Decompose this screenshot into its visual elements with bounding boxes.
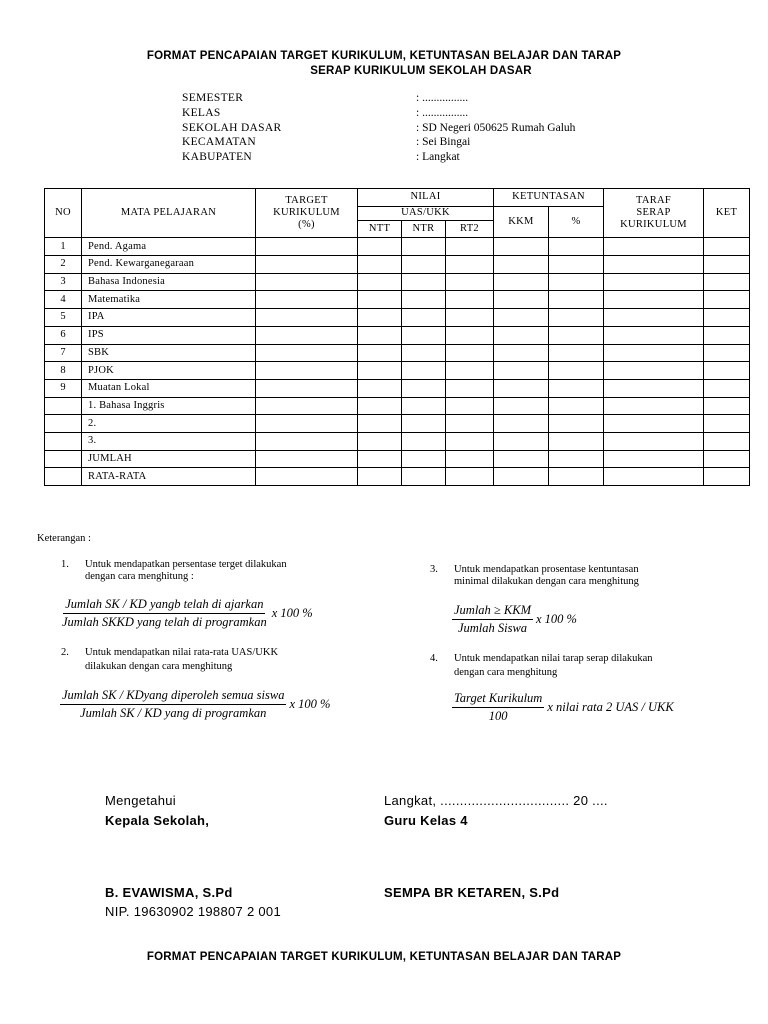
- empty-cell: [358, 291, 402, 309]
- empty-cell: [358, 450, 402, 468]
- empty-cell: [446, 397, 494, 415]
- empty-cell: [256, 450, 358, 468]
- fraction: [60, 688, 286, 721]
- header-text: KURIKULUM: [620, 219, 687, 231]
- header-rt2: RT2: [446, 220, 494, 238]
- formula-multiplier: x 100 %: [289, 697, 331, 711]
- empty-cell: [256, 344, 358, 362]
- empty-cell: [256, 468, 358, 486]
- empty-cell: [604, 432, 704, 450]
- formula-3: [452, 603, 577, 636]
- empty-cell: [549, 344, 604, 362]
- header-persen: %: [549, 206, 604, 238]
- empty-cell: [704, 309, 750, 327]
- footer-title: FORMAT PENCAPAIAN TARGET KURIKULUM, KETUNTASAN BELAJAR DAN TARAP: [146, 951, 622, 963]
- formula-multiplier: x nilai rata 2 UAS / UKK: [547, 700, 674, 714]
- empty-cell: [494, 468, 549, 486]
- formula-multiplier: x 100 %: [271, 606, 313, 620]
- empty-cell: [402, 450, 446, 468]
- table-row: [45, 397, 750, 415]
- row-number: [45, 468, 82, 486]
- info-row-semester: [182, 92, 616, 107]
- subject-cell: 3.: [82, 432, 256, 450]
- row-number: [45, 415, 82, 433]
- info-row-kelas: [182, 107, 616, 122]
- row-number: 6: [45, 326, 82, 344]
- empty-cell: [604, 309, 704, 327]
- empty-cell: [549, 326, 604, 344]
- info-value: : Langkat: [416, 151, 460, 164]
- empty-cell: [358, 415, 402, 433]
- empty-cell: [704, 344, 750, 362]
- empty-cell: [494, 397, 549, 415]
- empty-cell: [604, 256, 704, 274]
- subject-cell: Pend. Kewarganegaraan: [82, 256, 256, 274]
- empty-cell: [704, 326, 750, 344]
- empty-cell: [704, 415, 750, 433]
- note-number: 1.: [61, 559, 69, 570]
- empty-cell: [402, 379, 446, 397]
- empty-cell: [402, 468, 446, 486]
- empty-cell: [604, 326, 704, 344]
- info-label: KELAS: [182, 106, 221, 119]
- info-label: SEKOLAH DASAR: [182, 121, 282, 134]
- table-row: [45, 273, 750, 291]
- info-row-kabupaten: [182, 151, 616, 166]
- empty-cell: [256, 432, 358, 450]
- fraction: [452, 603, 533, 636]
- note-text: Untuk mendapatkan nilai tarap serap dilakukan: [454, 653, 653, 664]
- empty-cell: [446, 362, 494, 380]
- fraction: [60, 597, 269, 630]
- empty-cell: [402, 362, 446, 380]
- empty-cell: [402, 273, 446, 291]
- empty-cell: [494, 291, 549, 309]
- formula-numerator: Jumlah SK / KDyang diperoleh semua siswa: [60, 688, 286, 705]
- info-label: KABUPATEN: [182, 151, 253, 164]
- empty-cell: [604, 362, 704, 380]
- formula-denominator: Jumlah SKKD yang telah di programkan: [62, 615, 267, 629]
- header-text: TARAF: [635, 195, 672, 207]
- header-taraf-serap: [604, 189, 704, 238]
- info-value: : ................: [416, 92, 469, 104]
- empty-cell: [704, 273, 750, 291]
- empty-cell: [256, 415, 358, 433]
- header-text: SERAP: [636, 207, 671, 219]
- empty-cell: [256, 362, 358, 380]
- row-number: 1: [45, 238, 82, 256]
- empty-cell: [256, 273, 358, 291]
- header-kkm: KKM: [494, 206, 549, 238]
- formula-multiplier: x 100 %: [536, 612, 577, 626]
- info-label: SEMESTER: [182, 92, 244, 104]
- empty-cell: [704, 468, 750, 486]
- empty-cell: [402, 344, 446, 362]
- formula-numerator: Jumlah SK / KD yangb telah di ajarkan: [63, 597, 265, 614]
- header-target-kurikulum: [256, 189, 358, 238]
- empty-cell: [704, 450, 750, 468]
- header-ketuntasan: KETUNTASAN: [494, 189, 604, 207]
- table-row: [45, 291, 750, 309]
- empty-cell: [604, 273, 704, 291]
- empty-cell: [402, 309, 446, 327]
- empty-cell: [446, 432, 494, 450]
- empty-cell: [402, 291, 446, 309]
- empty-cell: [358, 468, 402, 486]
- row-number: 7: [45, 344, 82, 362]
- header-ntt: NTT: [358, 220, 402, 238]
- note-text: dilakukan dengan cara menghitung: [85, 661, 233, 672]
- note-text: dengan cara menghitung :: [85, 571, 194, 582]
- table-row: [45, 326, 750, 344]
- empty-cell: [358, 362, 402, 380]
- info-value: : ................: [416, 106, 469, 119]
- empty-cell: [256, 256, 358, 274]
- note-text: Untuk mendapatkan prosentase kentuntasan: [454, 564, 639, 575]
- empty-cell: [256, 309, 358, 327]
- empty-cell: [358, 273, 402, 291]
- page-title-line-1: FORMAT PENCAPAIAN TARGET KURIKULUM, KETUNTASAN BELAJAR DAN TARAP: [146, 50, 622, 62]
- empty-cell: [549, 309, 604, 327]
- empty-cell: [494, 273, 549, 291]
- formula-denominator: Jumlah Siswa: [457, 621, 528, 635]
- sig-right-role: Guru Kelas 4: [384, 813, 468, 828]
- subject-cell: 2.: [82, 415, 256, 433]
- empty-cell: [549, 273, 604, 291]
- subject-cell: IPS: [82, 326, 256, 344]
- info-value: : SD Negeri 050625 Rumah Galuh: [416, 121, 576, 134]
- empty-cell: [494, 415, 549, 433]
- info-row-sekolah: [182, 122, 616, 137]
- empty-cell: [446, 309, 494, 327]
- empty-cell: [604, 397, 704, 415]
- empty-cell: [446, 256, 494, 274]
- empty-cell: [494, 256, 549, 274]
- empty-cell: [358, 309, 402, 327]
- sig-left-role: Kepala Sekolah,: [105, 813, 210, 828]
- sig-left-line-1: Mengetahui: [105, 793, 176, 808]
- note-text: Untuk mendapatkan persentase terget dilakukan: [85, 559, 287, 570]
- empty-cell: [256, 397, 358, 415]
- empty-cell: [402, 432, 446, 450]
- subject-cell: Bahasa Indonesia: [82, 273, 256, 291]
- row-number: 4: [45, 291, 82, 309]
- table-row: [45, 415, 750, 433]
- empty-cell: [549, 397, 604, 415]
- empty-cell: [446, 415, 494, 433]
- empty-cell: [446, 273, 494, 291]
- page-title-line-2: SERAP KURIKULUM SEKOLAH DASAR: [310, 65, 532, 77]
- empty-cell: [604, 379, 704, 397]
- empty-cell: [549, 468, 604, 486]
- empty-cell: [358, 326, 402, 344]
- empty-cell: [446, 326, 494, 344]
- note-text: dengan cara menghitung: [454, 667, 558, 678]
- row-number: [45, 450, 82, 468]
- subject-cell: Muatan Lokal: [82, 379, 256, 397]
- empty-cell: [494, 362, 549, 380]
- formula-denominator: Jumlah SK / KD yang di programkan: [80, 706, 267, 720]
- subject-cell: 1. Bahasa Inggris: [82, 397, 256, 415]
- sig-left-nip: NIP. 19630902 198807 2 001: [105, 904, 281, 919]
- header-mata-pelajaran: MATA PELAJARAN: [82, 189, 256, 238]
- empty-cell: [446, 450, 494, 468]
- empty-cell: [604, 291, 704, 309]
- table-row: [45, 344, 750, 362]
- empty-cell: [604, 238, 704, 256]
- empty-cell: [358, 432, 402, 450]
- table-row: [45, 379, 750, 397]
- row-number: 2: [45, 256, 82, 274]
- sig-left-name: B. EVAWISMA, S.Pd: [105, 885, 233, 900]
- empty-cell: [358, 344, 402, 362]
- note-number: 3.: [430, 564, 438, 575]
- curriculum-table: [44, 188, 750, 486]
- note-text: minimal dilakukan dengan cara menghitung: [454, 576, 639, 587]
- empty-cell: [256, 291, 358, 309]
- empty-cell: [358, 238, 402, 256]
- empty-cell: [446, 344, 494, 362]
- empty-cell: [704, 362, 750, 380]
- empty-cell: [402, 256, 446, 274]
- table-row: [45, 362, 750, 380]
- empty-cell: [549, 450, 604, 468]
- empty-cell: [704, 432, 750, 450]
- subject-cell: SBK: [82, 344, 256, 362]
- header-ket: KET: [704, 189, 750, 238]
- empty-cell: [358, 397, 402, 415]
- formula-numerator: Target Kurikulum: [452, 691, 544, 708]
- empty-cell: [256, 238, 358, 256]
- empty-cell: [256, 326, 358, 344]
- table-row: [45, 238, 750, 256]
- subject-cell: PJOK: [82, 362, 256, 380]
- empty-cell: [604, 468, 704, 486]
- empty-cell: [402, 238, 446, 256]
- info-value: : Sei Bingai: [416, 136, 471, 149]
- subject-cell: Pend. Agama: [82, 238, 256, 256]
- empty-cell: [704, 397, 750, 415]
- header-nilai: NILAI: [358, 189, 494, 207]
- table-row: [45, 450, 750, 468]
- empty-cell: [604, 450, 704, 468]
- empty-cell: [256, 379, 358, 397]
- empty-cell: [446, 379, 494, 397]
- table-row: [45, 432, 750, 450]
- fraction: [452, 691, 544, 724]
- formula-numerator: Jumlah ≥ KKM: [452, 603, 533, 620]
- school-info: [182, 92, 616, 166]
- empty-cell: [549, 415, 604, 433]
- empty-cell: [446, 468, 494, 486]
- empty-cell: [549, 256, 604, 274]
- empty-cell: [494, 379, 549, 397]
- table-row: [45, 256, 750, 274]
- empty-cell: [402, 397, 446, 415]
- info-row-kecamatan: [182, 136, 616, 151]
- empty-cell: [604, 344, 704, 362]
- row-number: [45, 397, 82, 415]
- empty-cell: [358, 256, 402, 274]
- empty-cell: [446, 291, 494, 309]
- empty-cell: [402, 326, 446, 344]
- empty-cell: [604, 415, 704, 433]
- table-row: [45, 309, 750, 327]
- empty-cell: [494, 432, 549, 450]
- header-no: NO: [45, 189, 82, 238]
- note-text: Untuk mendapatkan nilai rata-rata UAS/UKK: [85, 647, 279, 658]
- header-ntr: NTR: [402, 220, 446, 238]
- empty-cell: [704, 238, 750, 256]
- subject-cell: RATA-RATA: [82, 468, 256, 486]
- row-number: 8: [45, 362, 82, 380]
- note-number: 2.: [61, 647, 69, 658]
- empty-cell: [494, 309, 549, 327]
- formula-2: [60, 688, 330, 721]
- empty-cell: [704, 256, 750, 274]
- keterangan-title: Keterangan :: [37, 533, 91, 544]
- subject-cell: Matematika: [82, 291, 256, 309]
- empty-cell: [549, 238, 604, 256]
- empty-cell: [358, 379, 402, 397]
- header-text: KURIKULUM: [273, 207, 340, 219]
- empty-cell: [549, 432, 604, 450]
- sig-right-name: SEMPA BR KETAREN, S.Pd: [384, 885, 560, 900]
- formula-1: [60, 597, 313, 630]
- empty-cell: [446, 238, 494, 256]
- empty-cell: [704, 291, 750, 309]
- empty-cell: [549, 379, 604, 397]
- empty-cell: [704, 379, 750, 397]
- row-number: [45, 432, 82, 450]
- empty-cell: [402, 415, 446, 433]
- empty-cell: [494, 326, 549, 344]
- subject-cell: JUMLAH: [82, 450, 256, 468]
- empty-cell: [494, 238, 549, 256]
- subject-cell: IPA: [82, 309, 256, 327]
- sig-right-place-date: Langkat, ................................. 20 ....: [384, 793, 608, 808]
- header-uas-ukk: UAS/UKK: [358, 206, 494, 220]
- info-label: KECAMATAN: [182, 136, 256, 149]
- formula-denominator: 100: [488, 709, 508, 723]
- empty-cell: [549, 362, 604, 380]
- table-body: [45, 238, 750, 486]
- row-number: 3: [45, 273, 82, 291]
- header-text: TARGET: [285, 195, 328, 207]
- empty-cell: [494, 344, 549, 362]
- table-row: [45, 468, 750, 486]
- row-number: 9: [45, 379, 82, 397]
- header-text: (%): [298, 219, 315, 231]
- formula-4: [452, 691, 674, 724]
- empty-cell: [549, 291, 604, 309]
- row-number: 5: [45, 309, 82, 327]
- empty-cell: [494, 450, 549, 468]
- note-number: 4.: [430, 653, 438, 664]
